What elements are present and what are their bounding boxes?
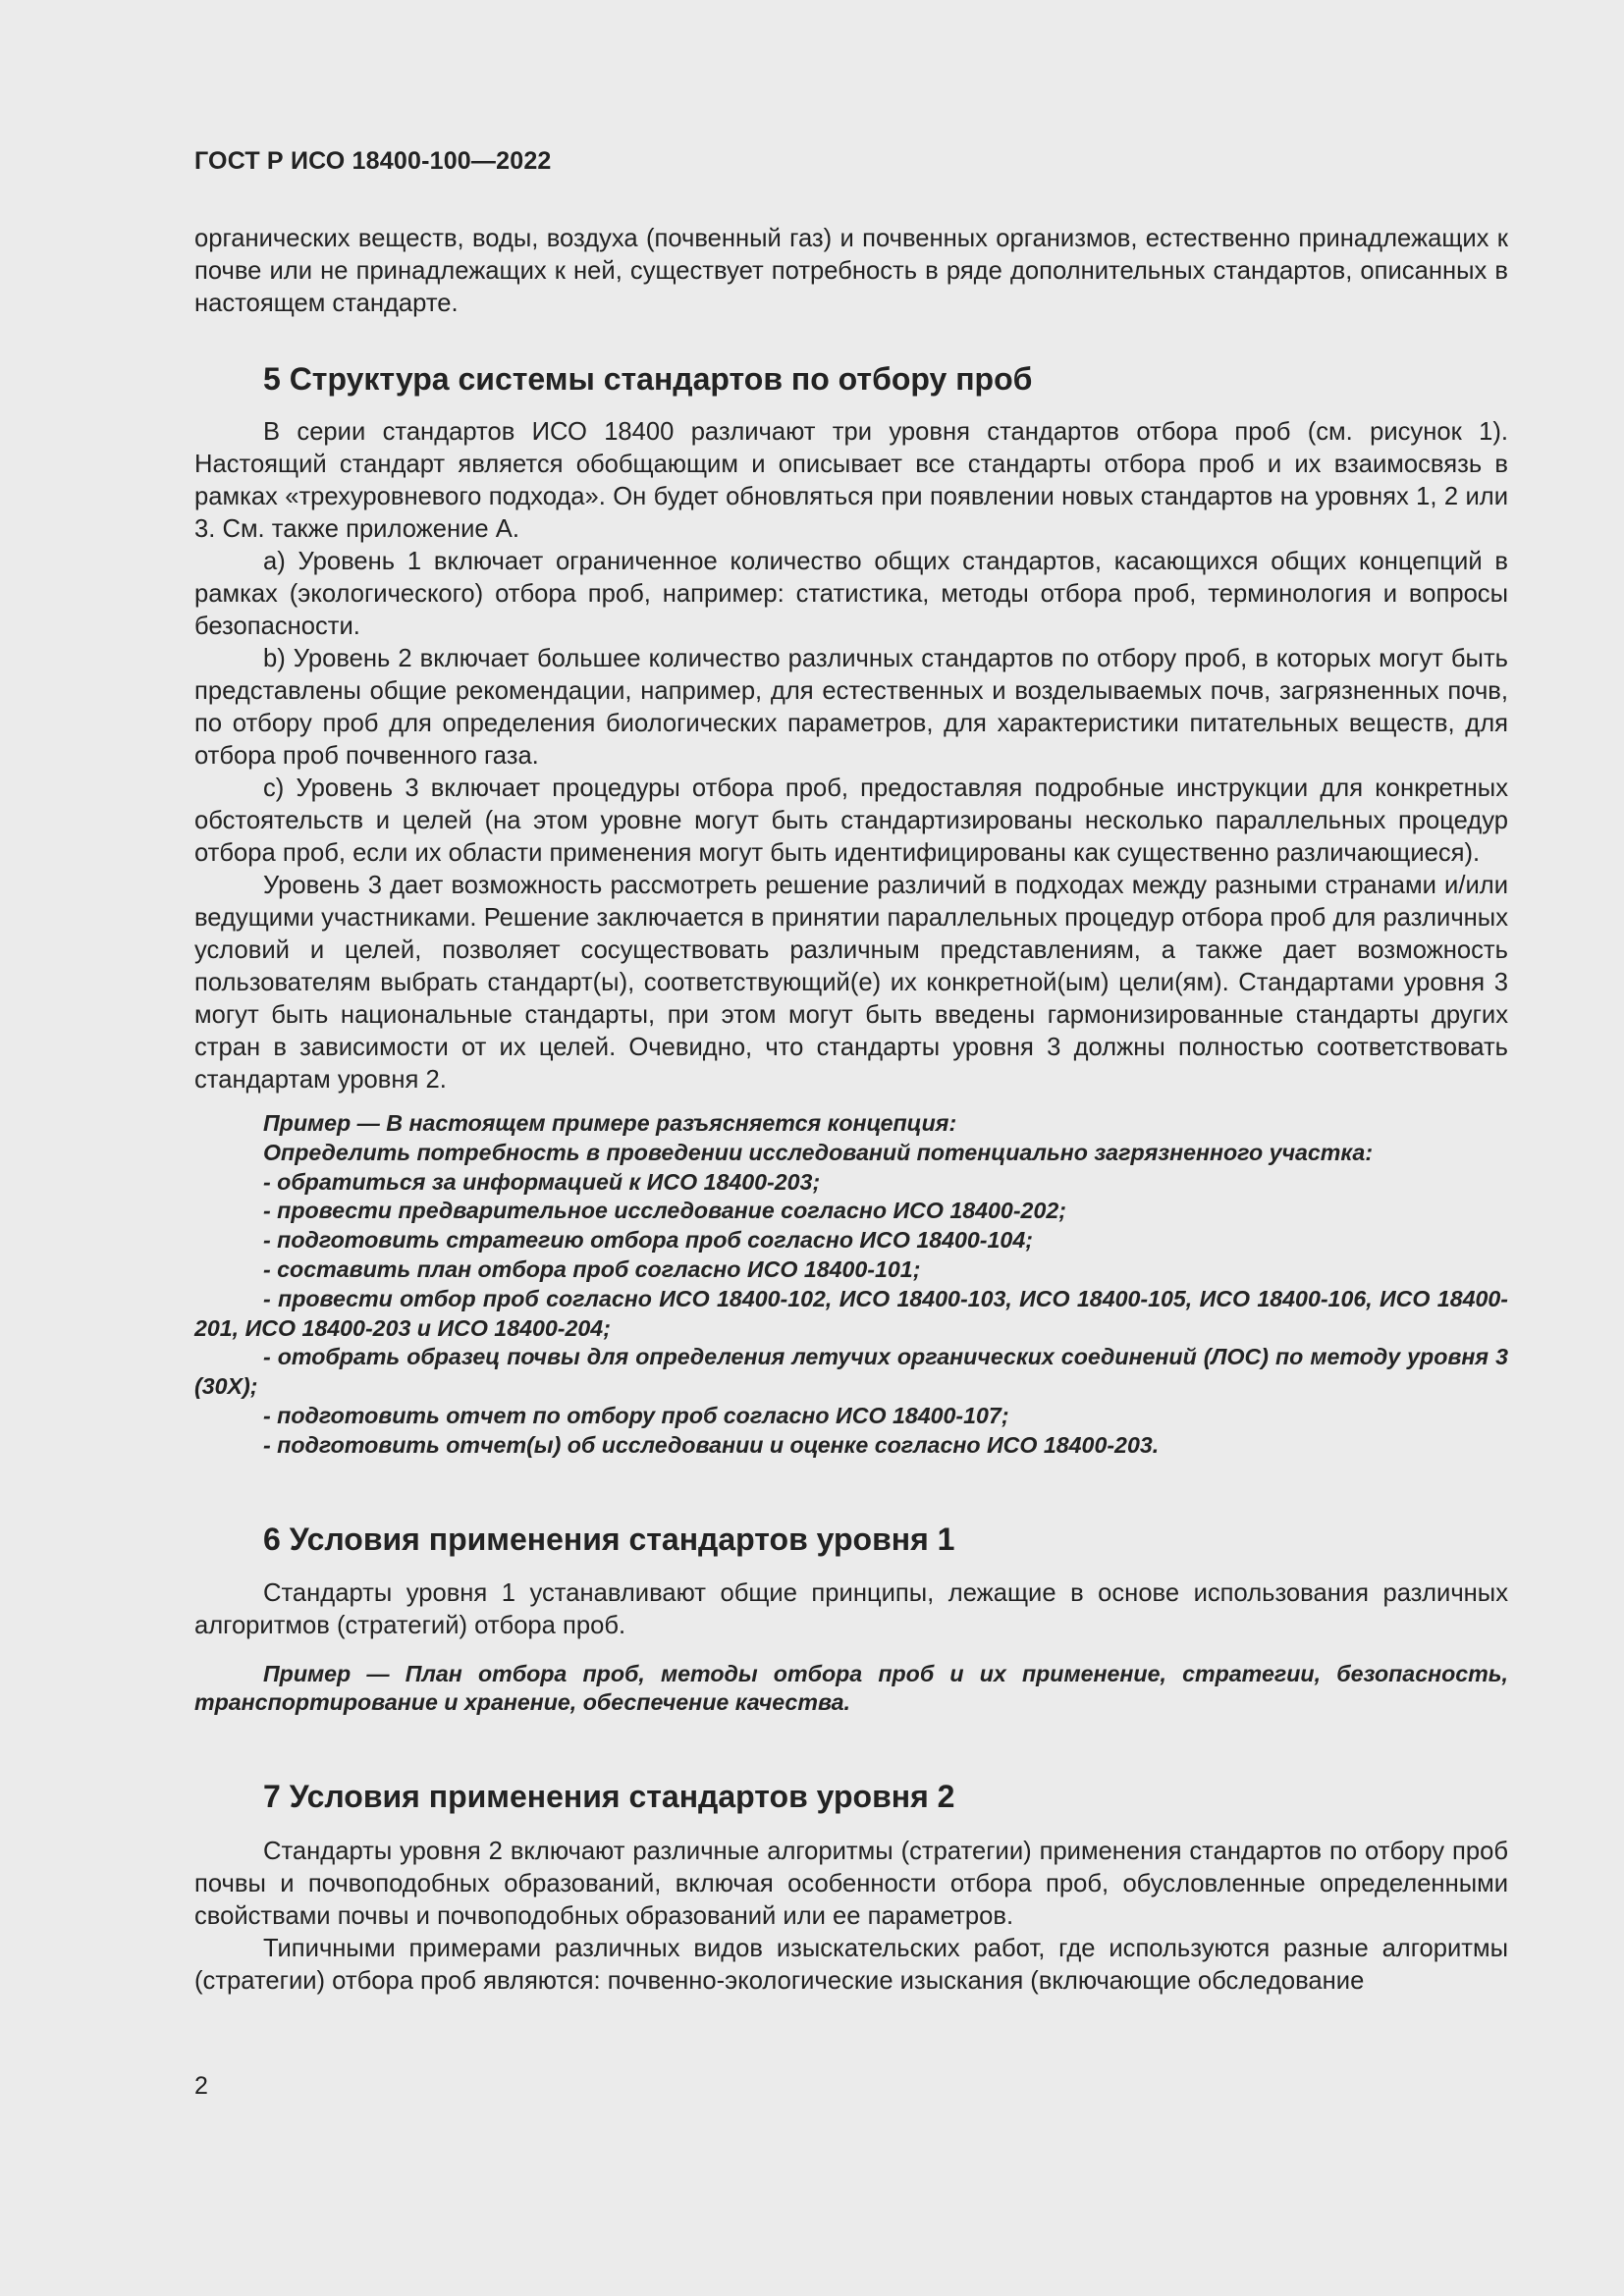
list-item-c: c) Уровень 3 включает процедуры отбора проб, предоставляя подробные инструкции для конкретных обстоятельств и целей (на этом уровне могут быть стандартизированы несколько параллельных процедур отбора проб, если их области применения могут быть идентифицированы как существенно различающиеся). bbox=[194, 774, 1508, 867]
example-item: - провести отбор проб согласно ИСО 18400-102, ИСО 18400-103, ИСО 18400-105, ИСО 18400-106, ИСО 18400-201, ИСО 18400-203 и ИСО 18400-204; bbox=[194, 1285, 1508, 1341]
example-item: - составить план отбора проб согласно ИСО 18400-101; bbox=[263, 1255, 921, 1282]
example-block-2 bbox=[194, 1660, 1508, 1719]
list-item-a: а) Уровень 1 включает ограниченное количество общих стандартов, касающихся общих концепций в рамках (экологического) отбора проб, например: статистика, методы отбора проб, терминология и вопросы безопасности. bbox=[194, 548, 1508, 640]
example-block-1 bbox=[194, 1109, 1508, 1461]
section-6-paragraph-1: Стандарты уровня 1 устанавливают общие принципы, лежащие в основе использования различных алгоритмов (стратегий) отбора проб. bbox=[194, 1578, 1508, 1639]
page-content bbox=[194, 223, 1508, 1998]
example-item: - отобрать образец почвы для определения летучих органических соединений (ЛОС) по методу уровня 3 (30Х); bbox=[194, 1344, 1508, 1400]
example-item: - подготовить стратегию отбора проб согласно ИСО 18400-104; bbox=[263, 1227, 1033, 1254]
example-item: - обратиться за информацией к ИСО 18400-203; bbox=[263, 1168, 821, 1195]
example-item: - подготовить отчет по отбору проб согласно ИСО 18400-107; bbox=[263, 1402, 1009, 1428]
page-number: 2 bbox=[194, 2072, 208, 2100]
running-header: ГОСТ Р ИСО 18400-100—2022 bbox=[194, 147, 552, 175]
list-item-b: b) Уровень 2 включает большее количество различных стандартов по отбору проб, в которых могут быть представлены общие рекомендации, например, для естественных и возделываемых почв, загрязненных почв, по отбору проб для определения биологических параметров, для характеристики питательных веществ, для отбора проб почвенного газа. bbox=[194, 645, 1508, 770]
intro-paragraph: органических веществ, воды, воздуха (почвенный газ) и почвенных организмов, естественно принадлежащих к почве или не принадлежащих к ней, существует потребность в ряде дополнительных стандартов, описанных в настоящем стандарте. bbox=[194, 225, 1508, 317]
section-5-title: 5 Структура системы стандартов по отбору проб bbox=[263, 361, 1033, 397]
section-6-title: 6 Условия применения стандартов уровня 1 bbox=[263, 1521, 955, 1557]
section-7-paragraph-2: Типичными примерами различных видов изыскательских работ, где используются разные алгоритмы (стратегии) отбора проб являются: почвенно-экологические изыскания (включающие обследование bbox=[194, 1935, 1508, 1996]
example-item: - провести предварительное исследование согласно ИСО 18400-202; bbox=[263, 1198, 1066, 1224]
example-item: - подготовить отчет(ы) об исследовании и оценке согласно ИСО 18400-203. bbox=[263, 1431, 1160, 1458]
section-7-paragraph-1: Стандарты уровня 2 включают различные алгоритмы (стратегии) применения стандартов по отбору проб почвы и почвоподобных образований, включая особенности отбора проб, обусловленные определенными свойствами почвы и почвоподобных образований или ее параметров. bbox=[194, 1838, 1508, 1931]
example-lead: Пример — В настоящем примере разъясняется концепция: bbox=[263, 1110, 957, 1136]
section-7-title: 7 Условия применения стандартов уровня 2 bbox=[263, 1779, 955, 1815]
section-5-paragraph-1: В серии стандартов ИСО 18400 различают три уровня стандартов отбора проб (см. рисунок 1). Настоящий стандарт является обобщающим и описывает все стандарты отбора проб и их взаимосвязь в рамках «трехуровневого подхода». Он будет обновляться при появлении новых стандартов на уровнях 1, 2 или 3. См. также приложение А. bbox=[194, 418, 1508, 543]
example-task: Определить потребность в проведении исследований потенциально загрязненного участка: bbox=[263, 1139, 1374, 1165]
example-text: Пример — План отбора проб, методы отбора проб и их применение, стратегии, безопасность, транспортирование и хранение, обеспечение качества. bbox=[194, 1660, 1508, 1716]
section-5-paragraph-2: Уровень 3 дает возможность рассмотреть решение различий в подходах между разными странами и/или ведущими участниками. Решение заключается в принятии параллельных процедур отбора проб для различных условий и целей, позволяет сосуществовать различным представлениям, а также дает возможность пользователям выбрать стандарт(ы), соответствующий(е) их конкретной(ым) цели(ям). Стандартами уровня 3 могут быть национальные стандарты, при этом могут быть введены гармонизированные стандарты других стран в зависимости от их целей. Очевидно, что стандарты уровня 3 должны полностью соответствовать стандартам уровня 2. bbox=[194, 872, 1508, 1094]
